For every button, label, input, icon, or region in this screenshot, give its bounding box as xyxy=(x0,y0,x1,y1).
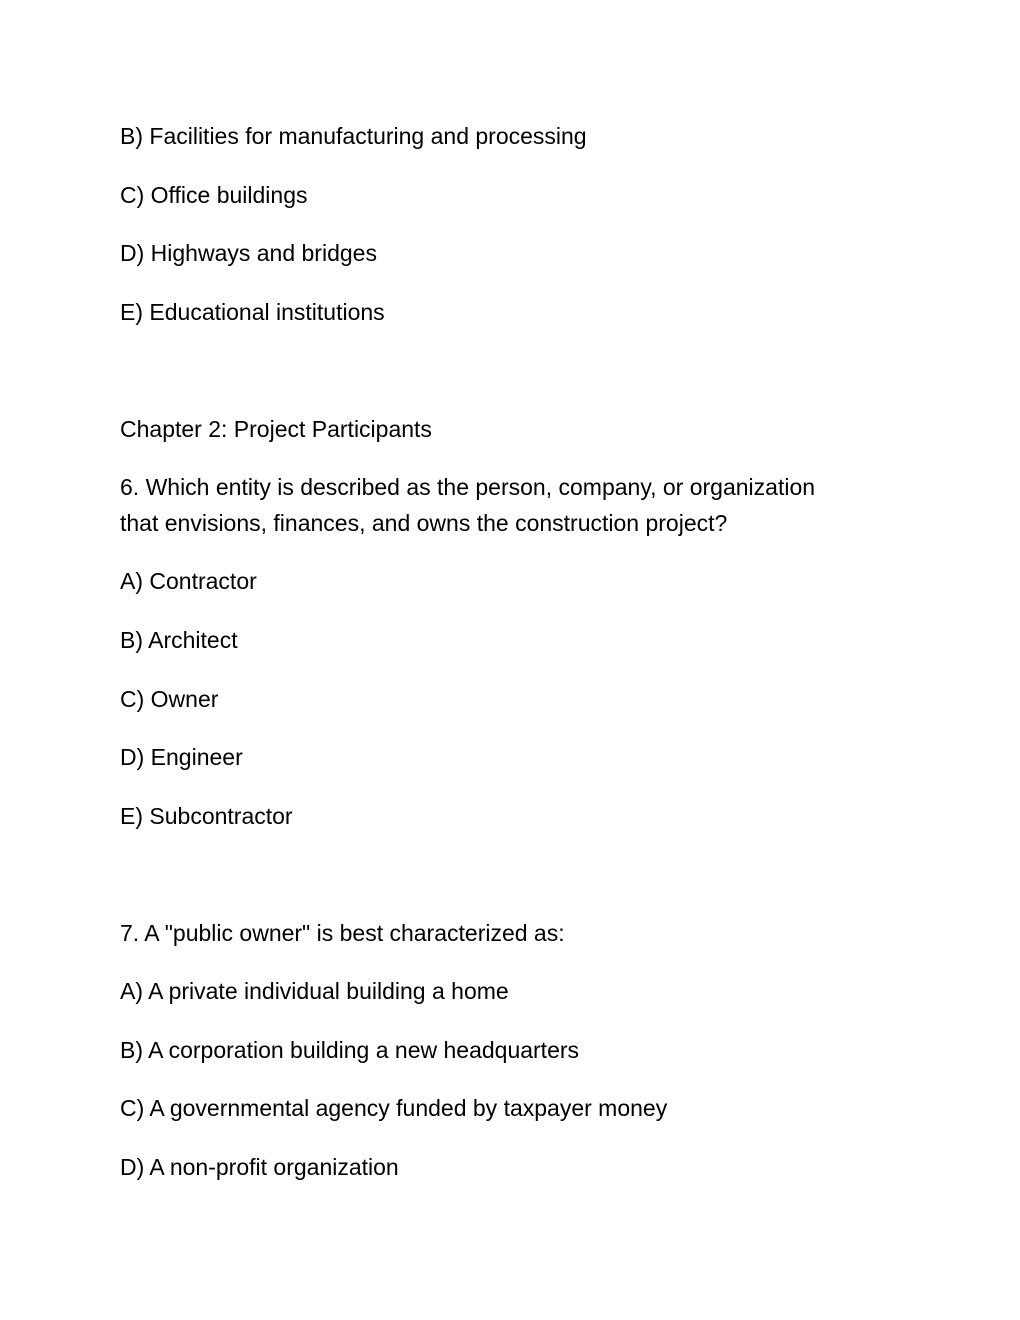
q7-option-a: A) A private individual building a home xyxy=(120,978,509,1004)
q5-option-d: D) Highways and bridges xyxy=(120,240,377,266)
q6-option-e: E) Subcontractor xyxy=(120,803,293,829)
q6-option-b: B) Architect xyxy=(120,627,238,653)
q7-option-d: D) A non-profit organization xyxy=(120,1154,399,1180)
q5-option-b: B) Facilities for manufacturing and processing xyxy=(120,123,587,149)
q6-option-a: A) Contractor xyxy=(120,568,257,594)
q6-text-line1: 6. Which entity is described as the person, company, or organization xyxy=(120,474,816,500)
q7-option-b: B) A corporation building a new headquarters xyxy=(120,1037,580,1063)
q6-option-d: D) Engineer xyxy=(120,744,243,770)
q7-text: 7. A "public owner" is best characterized as: xyxy=(120,920,565,946)
q6-text-line2: that envisions, finances, and owns the construction project? xyxy=(120,510,728,536)
q6-option-c: C) Owner xyxy=(120,686,219,712)
chapter-heading: Chapter 2: Project Participants xyxy=(120,416,432,442)
q5-option-e: E) Educational institutions xyxy=(120,299,385,325)
q5-option-c: C) Office buildings xyxy=(120,182,308,208)
q7-option-c: C) A governmental agency funded by taxpayer money xyxy=(120,1095,668,1121)
